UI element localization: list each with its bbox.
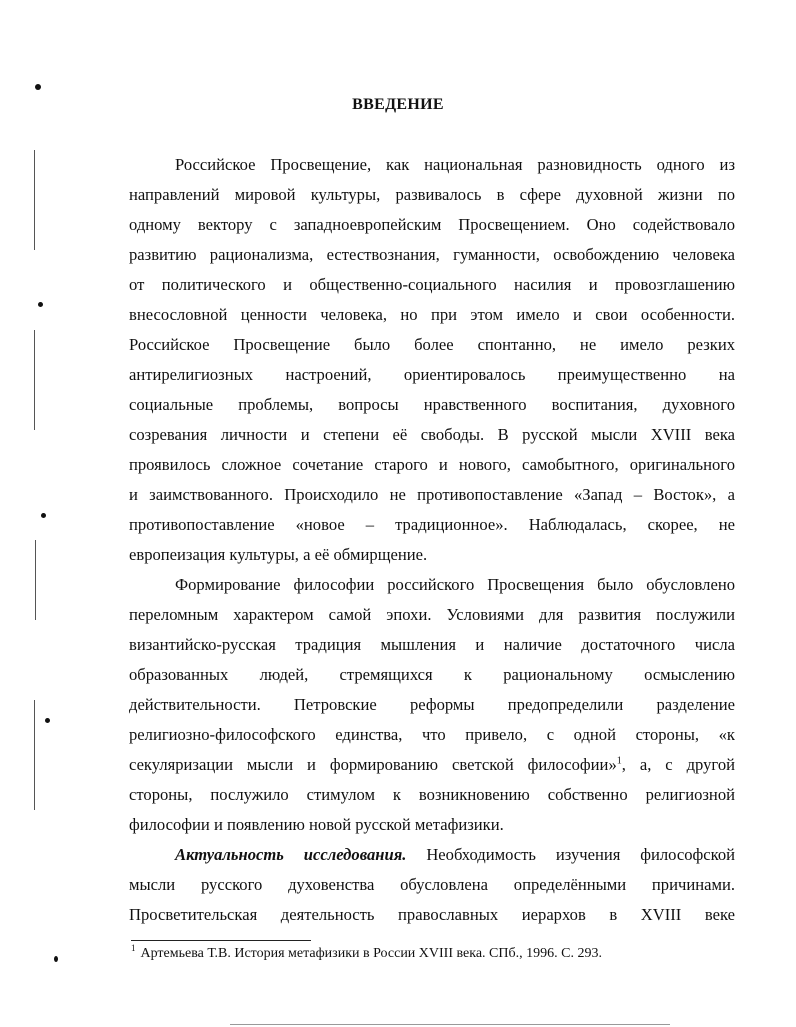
text-fragment: Необходимость изучения философской [406, 845, 735, 864]
text-line: образованных людей, стремящихся к рациональному осмыслению [129, 665, 735, 684]
text-line: развитию рационализма, естествознания, гуманности, освобождению человека [129, 245, 735, 264]
text-line: европеизация культуры, а её обмирщение. [129, 545, 428, 564]
text-line: социальные проблемы, вопросы нравственного воспитания, духовного [129, 395, 735, 414]
text-line: Российское Просвещение, как национальная разновидность одного из [175, 155, 735, 174]
text-line-with-footnote [129, 750, 735, 780]
text-line: и заимствованного. Происходило не противопоставление «Запад – Восток», а [129, 485, 735, 504]
footnote-marker: 1 [131, 943, 136, 954]
scan-hole-dot [54, 956, 58, 962]
text-line: одному вектору с западноевропейским Просвещением. Оно содействовало [129, 215, 735, 234]
scan-margin-line [34, 150, 35, 250]
text-line: мысли русского духовенства обусловлена определёнными причинами. [129, 875, 735, 894]
text-line: направлений мировой культуры, развивалось в сфере духовной жизни по [129, 185, 735, 204]
text-line: стороны, послужило стимулом к возникновению собственно религиозной [129, 785, 735, 804]
scan-margin-line [34, 330, 35, 430]
scan-bottom-edge [230, 1024, 670, 1025]
text-line [129, 840, 735, 870]
text-line: философии и появлению новой русской метафизики. [129, 815, 504, 834]
text-line: созревания личности и степени её свободы. В русской мысли XVIII века [129, 425, 735, 444]
text-line: переломным характером самой эпохи. Условиями для развития послужили [129, 605, 735, 624]
footnote-text: Артемьева Т.В. История метафизики в России XVIII века. СПб., 1996. С. 293. [140, 946, 602, 961]
text-line: внесословной ценности человека, но при этом имело и свои особенности. [129, 305, 735, 324]
text-line: действительности. Петровские реформы предопределили разделение [129, 695, 735, 714]
text-line: Формирование философии российского Просвещения было обусловлено [175, 575, 735, 594]
text-line: религиозно-философского единства, что привело, с одной стороны, «к [129, 725, 735, 744]
text-line: проявилось сложное сочетание старого и нового, самобытного, оригинального [129, 455, 735, 474]
footnote-ref[interactable]: 1 [616, 755, 622, 767]
scan-hole-dot [38, 302, 43, 307]
text-fragment: секуляризации мысли и формированию светской философии» [129, 755, 617, 774]
scan-hole-dot [41, 513, 46, 518]
footnote-divider [131, 940, 311, 941]
footnote [131, 943, 602, 962]
text-line: антирелигиозных настроений, ориентировалось преимущественно на [129, 365, 735, 384]
text-line: Просветительская деятельность православных иерархов в XVIII веке [129, 905, 735, 924]
text-line: от политического и общественно-социального насилия и провозглашению [129, 275, 735, 294]
scan-hole-dot [35, 84, 41, 90]
section-lead: Актуальность исследования. [175, 845, 407, 864]
text-line: противопоставление «новое – традиционное». Наблюдалась, скорее, не [129, 515, 735, 534]
text-fragment: , а, с другой [621, 755, 735, 774]
text-line: византийско-русская традиция мышления и наличие достаточного числа [129, 635, 735, 654]
body-text [129, 150, 735, 930]
scan-margin-line [35, 540, 36, 620]
scan-margin-line [34, 700, 35, 810]
text-line: Российское Просвещение было более спонтанно, не имело резких [129, 335, 735, 354]
scan-hole-dot [45, 718, 50, 723]
page-title: ВВЕДЕНИЕ [352, 96, 444, 113]
